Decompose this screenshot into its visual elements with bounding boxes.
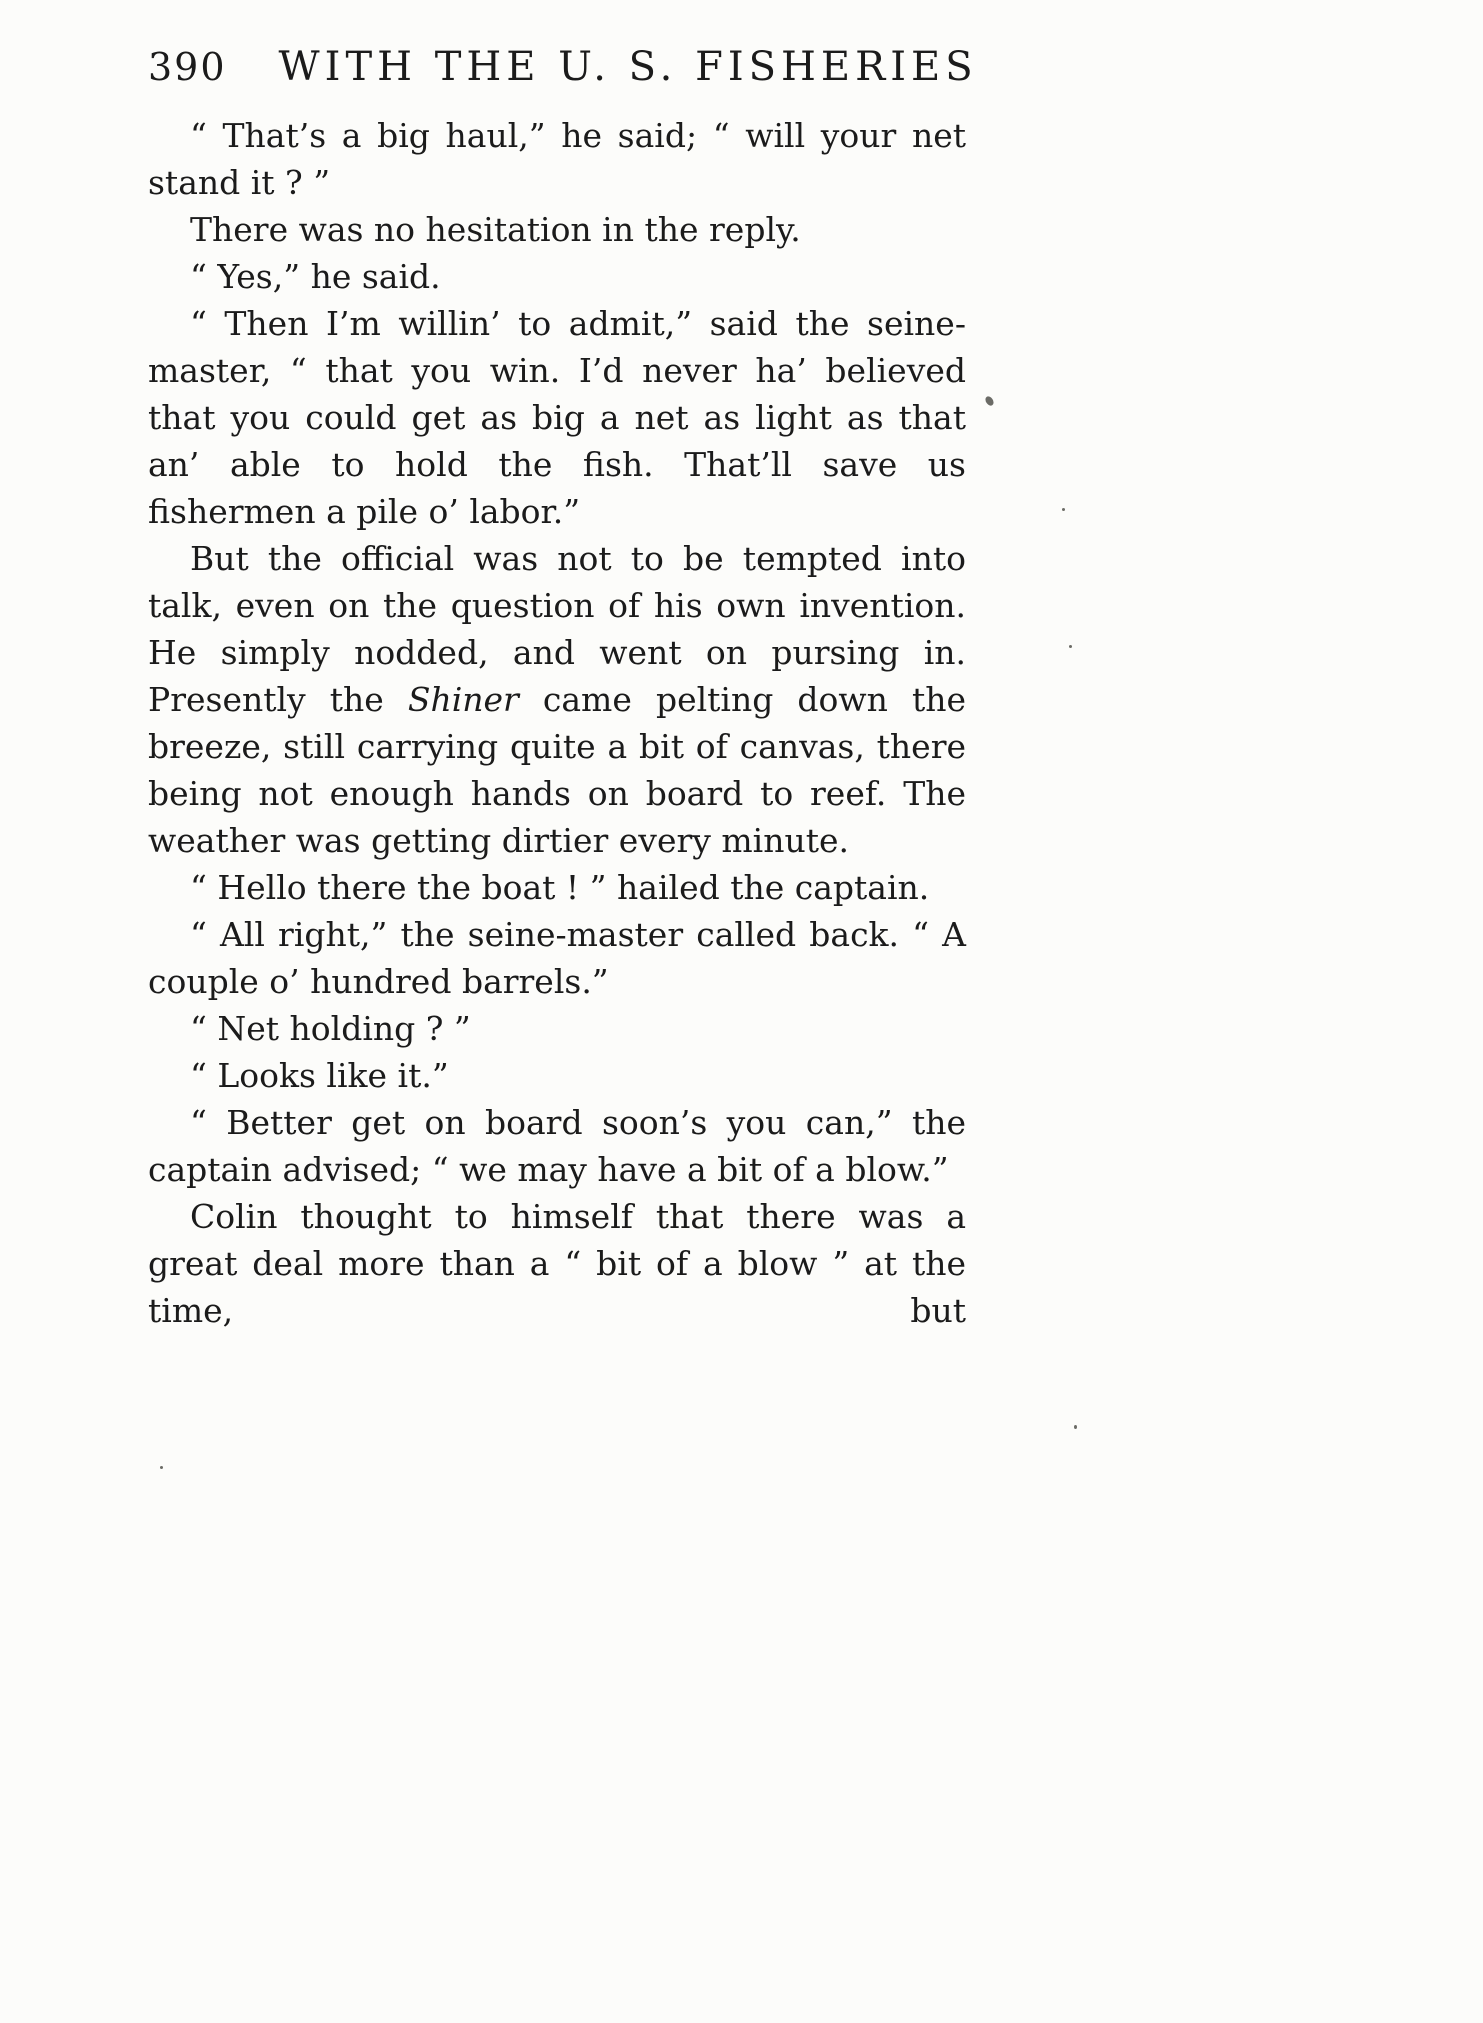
text-segment: “ Net holding ? ” [190, 1009, 471, 1048]
paragraph [148, 864, 966, 911]
paragraph [148, 535, 966, 864]
page-header [148, 44, 978, 90]
text-segment: “ All right,” the seine-master called back. “ A couple o’ hundred barrels.” [148, 915, 966, 1001]
text-segment: came pelting down the breeze, still carrying quite a bit of canvas, there being not enough hands on board to reef. The weather was getting dirtier every minute. [148, 680, 966, 860]
paragraph [148, 1193, 966, 1334]
paragraph [148, 206, 966, 253]
text-segment: “ Looks like it.” [190, 1056, 449, 1095]
page-number: 390 [148, 45, 227, 89]
scan-artifact [1062, 508, 1065, 511]
vessel-name-italic: Shiner [407, 680, 519, 719]
paragraph [148, 1052, 966, 1099]
text-segment: There was no hesitation in the reply. [190, 210, 801, 249]
paragraph [148, 1099, 966, 1193]
scan-artifact [1069, 645, 1072, 648]
paragraph [148, 253, 966, 300]
scan-artifact [160, 1466, 163, 1469]
paragraph [148, 112, 966, 206]
text-segment: Colin thought to himself that there was a great deal more than a “ bit of a blow ” at the time, but [148, 1197, 966, 1330]
running-title: WITH THE U. S. FISHERIES [278, 44, 978, 90]
text-segment: “ Better get on board soon’s you can,” the captain advised; “ we may have a bit of a blow.” [148, 1103, 966, 1189]
scan-artifact [984, 395, 995, 407]
paragraph [148, 911, 966, 1005]
text-segment: “ Then I’m willin’ to admit,” said the seine-master, “ that you win. I’d never ha’ believed that you could get as big a net as light as that an’ able to hold the fish. That’ll save us fishermen a pile o’ labor.” [148, 304, 966, 531]
body-text [148, 112, 966, 1334]
text-segment: “ That’s a big haul,” he said; “ will your net stand it ? ” [148, 116, 966, 202]
text-segment: “ Hello there the boat ! ” hailed the captain. [190, 868, 930, 907]
text-segment: “ Yes,” he said. [190, 257, 441, 296]
paragraph [148, 300, 966, 535]
text-segment: But the official was not to be tempted into talk, even on the question of his own invention. He simply nodded, and went on pursing in. Presently the [148, 539, 966, 719]
scan-artifact [1074, 1425, 1077, 1429]
paragraph [148, 1005, 966, 1052]
